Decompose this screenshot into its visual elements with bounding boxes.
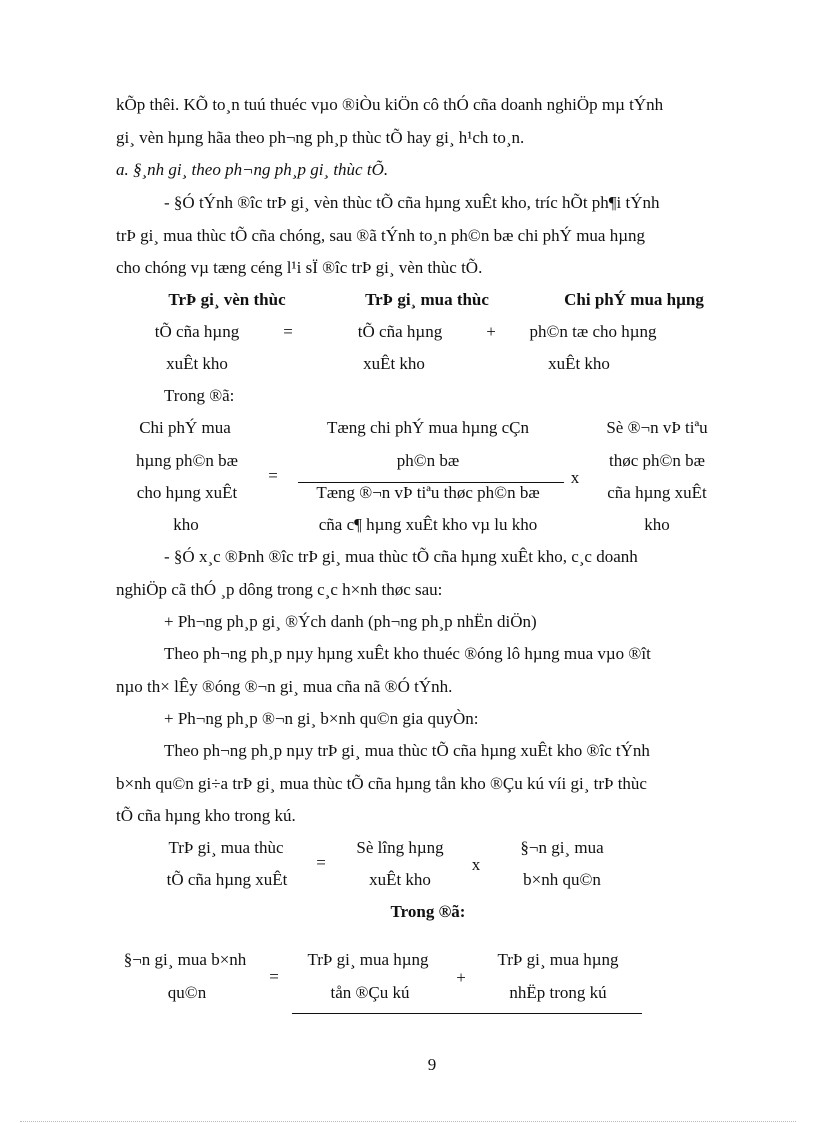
formula2-lhs: kho — [173, 515, 199, 534]
formula2-numerator: ph©n bæ — [396, 451, 460, 470]
text-line: kÕp thêi. KÕ to¸n tuú thuéc vµo ®iÒu kiÖn cô thÓ cña doanh nghiÖp mµ tÝnh — [116, 95, 664, 114]
text-line: nghiÖp cã thÓ ¸p dông trong c¸c h×nh thøc sau: — [116, 580, 443, 599]
formula2-rhs: Sè ®¬n vÞ tiªu — [606, 418, 708, 437]
fraction-bar — [292, 1013, 642, 1014]
formula4-lhs: §¬n gi¸ mua b×nh — [123, 950, 247, 969]
formula1-lhs: tÕ cña hµng — [154, 322, 240, 341]
formula2-denominator: Tæng ®¬n vÞ tiªu thøc ph©n bæ — [316, 483, 540, 502]
formula3-lhs: tÕ cña hµng xuÊt — [166, 870, 288, 889]
text-line: cho chóng vµ tæng céng l¹i sÏ ®îc trÞ gi¸ vèn thùc tÕ. — [116, 258, 483, 277]
equals-sign: = — [268, 466, 278, 485]
text-line: + Ph¬ng ph¸p gi¸ ®Ých danh (ph¬ng ph¸p nhËn diÖn) — [164, 612, 537, 631]
formula3-mid: Sè lîng hµng — [356, 838, 444, 857]
text-line: + Ph¬ng ph¸p ®¬n gi¸ b×nh qu©n gia quyÒn: — [164, 709, 479, 728]
formula4-numerator-2: TrÞ gi¸ mua hµng — [497, 950, 619, 969]
formula2-rhs: kho — [644, 515, 670, 534]
formula3-lhs: TrÞ gi¸ mua thùc — [168, 838, 284, 857]
formula4-lhs: qu©n — [167, 983, 207, 1002]
times-sign: x — [471, 855, 481, 874]
formula3-rhs: b×nh qu©n — [523, 870, 601, 889]
formula1-mid: xuÊt kho — [363, 354, 425, 373]
formula1-lhs: xuÊt kho — [166, 354, 228, 373]
formula2-denominator: cña c¶ hµng xuÊt kho vµ lu kho — [318, 515, 538, 534]
text-line: - §Ó x¸c ®Þnh ®îc trÞ gi¸ mua thùc tÕ cña hµng xuÊt kho, c¸c doanh — [164, 547, 638, 566]
formula1-mid: tÕ cña hµng — [357, 322, 443, 341]
formula4-numerator-1: tån ®Çu kú — [330, 983, 410, 1002]
text-line: Theo ph¬ng ph¸p nµy hµng xuÊt kho thuéc ®óng lô hµng mua vµo ®ît — [164, 644, 651, 663]
text-line: - §Ó tÝnh ®îc trÞ gi¸ vèn thùc tÕ cña hµng xuÊt kho, tríc hÕt ph¶i tÝnh — [164, 193, 660, 212]
text-line: Theo ph¬ng ph¸p nµy trÞ gi¸ mua thùc tÕ cña hµng xuÊt kho ®îc tÝnh — [164, 741, 650, 760]
text-line: tÕ cña hµng kho trong kú. — [116, 806, 296, 825]
formula1-rhs: ph©n tæ cho hµng — [529, 322, 657, 341]
formula1-lhs: TrÞ gi¸ vèn thùc — [168, 290, 286, 309]
text-line: nµo th× lÊy ®óng ®¬n gi¸ mua cña nã ®Ó tÝnh. — [116, 677, 453, 696]
equals-sign: = — [316, 853, 326, 872]
page-number: 9 — [427, 1055, 437, 1074]
text-line: trÞ gi¸ mua thùc tÕ cña chóng, sau ®ã tÝnh to¸n ph©n bæ chi phÝ mua hµng — [116, 226, 646, 245]
formula2-lhs: cho hµng xuÊt — [136, 483, 238, 502]
formula1-rhs: xuÊt kho — [548, 354, 610, 373]
plus-sign: + — [456, 968, 466, 987]
formula1-mid: TrÞ gi¸ mua thùc — [365, 290, 489, 309]
formula2-rhs: cña hµng xuÊt — [607, 483, 707, 502]
trong-do-heading: Trong ®ã: — [390, 902, 466, 921]
formula2-numerator: Tæng chi phÝ mua hµng cÇn — [327, 418, 529, 437]
formula2-rhs: thøc ph©n bæ — [608, 451, 706, 470]
equals-sign: = — [269, 967, 279, 986]
formula3-rhs: §¬n gi¸ mua — [520, 838, 604, 857]
formula2-lhs: Chi phÝ mua — [139, 418, 231, 437]
page-edge — [20, 1121, 796, 1122]
formula2-lhs: hµng ph©n bæ — [135, 451, 239, 470]
times-sign: x — [570, 468, 580, 487]
text-line: Trong ®ã: — [164, 386, 235, 405]
equals-sign: = — [283, 322, 293, 341]
plus-sign: + — [486, 322, 496, 341]
formula4-numerator-1: TrÞ gi¸ mua hµng — [307, 950, 429, 969]
section-heading: a. §¸nh gi¸ theo ph¬ng ph¸p gi¸ thùc tÕ. — [116, 160, 389, 179]
text-line: gi¸ vèn hµng hãa theo ph¬ng ph¸p thùc tÕ hay gi¸ h¹ch to¸n. — [116, 128, 525, 147]
formula3-mid: xuÊt kho — [369, 870, 431, 889]
formula4-numerator-2: nhËp trong kú — [509, 983, 607, 1002]
text-line: b×nh qu©n gi÷a trÞ gi¸ mua thùc tÕ cña hµng tån kho ®Çu kú víi gi¸ trÞ thùc — [116, 774, 647, 793]
formula1-rhs: Chi phÝ mua hµng — [564, 290, 704, 309]
